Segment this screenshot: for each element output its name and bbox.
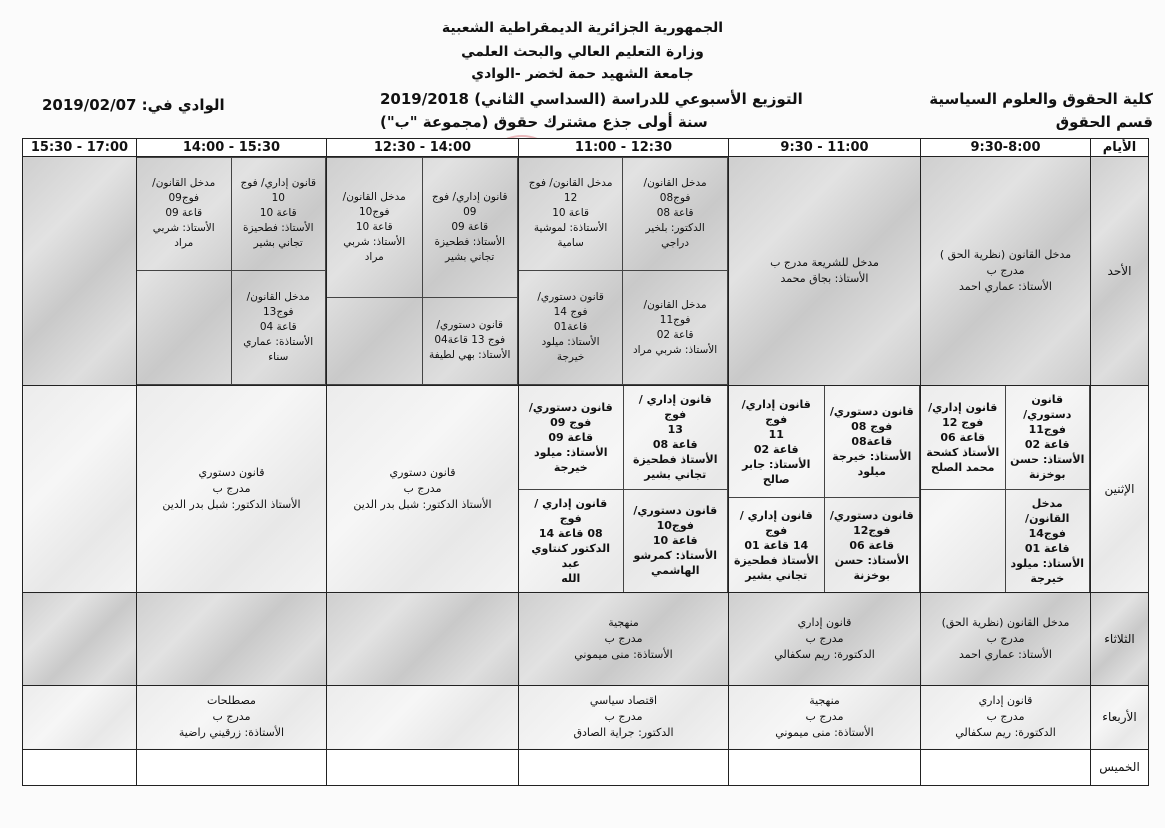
group: 10 (271, 192, 285, 205)
course-name: قانون دستوري (389, 466, 456, 480)
group: 13 (667, 423, 683, 437)
row-sunday (23, 157, 1149, 386)
group: فوج 12 (942, 415, 984, 429)
group: 12 (563, 192, 578, 205)
teacher: الدكتور كنتاوي عبد (531, 541, 611, 570)
mon-s3-group08 (519, 489, 624, 592)
sun-s3-group12 (519, 157, 623, 271)
teacher-name: تجاني بشير (745, 568, 808, 582)
teacher: الأستاذ الدكتور: شبل بدر الدين (353, 498, 492, 512)
sun-s4-group09 (422, 157, 518, 297)
room: قاعة 02 (753, 442, 799, 456)
teacher-name: مراد (364, 250, 384, 263)
teacher: الأستاذ: فطحيزة (243, 222, 314, 235)
sun-s5-group13 (231, 271, 326, 385)
sun-slot-4 (327, 157, 519, 386)
sun-s5-group10 (231, 157, 326, 271)
tue-slot-3 (519, 593, 729, 685)
course-name: قانون إداري / فوج (534, 496, 608, 525)
teacher: الأستاذ: شربي (152, 222, 215, 235)
teacher-name: محمد الصلح (931, 460, 995, 474)
teacher: الأستاذ: بهي لطيفة (429, 349, 511, 362)
mon-slot-3 (519, 385, 729, 593)
mon-s1-group14 (1005, 489, 1090, 592)
teacher: الأستاذ الدكتور: شبل بدر الدين (162, 498, 301, 512)
mon-s2-group12 (824, 498, 920, 592)
wed-slot-1 (921, 685, 1091, 749)
room: مدرج ب (986, 263, 1025, 277)
col-slot-6: 17:00 - 15:30 (23, 139, 137, 157)
group: 09 (463, 205, 477, 218)
teacher-name: ميلود (857, 465, 886, 479)
course-name: قانون دستوري/ (436, 319, 503, 332)
teacher: الأستاذ كشحة (926, 445, 1000, 459)
wed-slot-3 (519, 685, 729, 749)
group: فوج 08 (851, 420, 893, 434)
teacher: الأستاذة: منى ميموني (574, 648, 673, 662)
teacher-name: دراجي (661, 237, 690, 250)
room: مدرج ب (212, 710, 251, 724)
group: فوج10 (358, 205, 390, 218)
mon-s3-group13 (623, 386, 728, 489)
course-name: قانون إداري/ فوج (240, 177, 316, 190)
schedule-subtitle: سنة أولى جذع مشترك حقوق (مجموعة "ب") (380, 113, 708, 131)
group: فوج11 (659, 313, 691, 326)
teacher: الأستاذ: خيرجة (832, 450, 912, 464)
teacher-name: تجاني بشير (253, 237, 303, 250)
mon-s2-group11 (729, 386, 825, 498)
group: فوج08 (659, 192, 691, 205)
sun-slot-1 (921, 157, 1091, 386)
tue-slot-2 (729, 593, 921, 685)
faculty-name: كلية الحقوق والعلوم السياسية (929, 90, 1153, 108)
thu-slot-5 (137, 749, 327, 785)
teacher: الدكتورة: ريم سكفالي (774, 648, 875, 662)
teacher-name: خيرجة (553, 460, 588, 474)
mon-slot-4 (327, 385, 519, 593)
group: فوج10 (656, 519, 694, 533)
tue-slot-1 (921, 593, 1091, 685)
room: قاعة 09 (548, 430, 594, 444)
sun-s5-group09 (137, 157, 232, 271)
group: فوج 09 (550, 415, 592, 429)
group: فوج09 (168, 192, 200, 205)
wed-slot-6 (23, 685, 137, 749)
teacher: الأستاذ: حسن (834, 553, 909, 567)
course-name: مدخل القانون/ (643, 298, 707, 311)
teacher: الأستاذ: حسن (1010, 453, 1085, 467)
teacher: الأستاذة: زرقيني راضية (178, 726, 285, 740)
day-sunday: الأحد (1091, 157, 1149, 386)
teacher: الأستاذة: منى ميموني (775, 726, 874, 740)
room: مدرج ب (604, 710, 643, 724)
mon-s1-merged (921, 489, 1006, 592)
ministry-title: وزارة التعليم العالي والبحث العلمي (461, 44, 704, 60)
mon-s3-group10 (623, 489, 728, 592)
teacher: الأستاذ فطحيزة (632, 453, 718, 467)
row-monday (23, 385, 1149, 593)
wed-slot-2 (729, 685, 921, 749)
room: مدرج ب (403, 482, 442, 496)
teacher: الأستاذ: ميلود (1010, 556, 1085, 570)
header-row (23, 139, 1149, 157)
teacher: الأستاذ: ميلود (533, 445, 608, 459)
mon-slot-5 (137, 385, 327, 593)
mon-s2-group08 (824, 386, 920, 498)
teacher: الأستاذ: فطحيزة (434, 235, 505, 248)
mon-s2-group14 (729, 498, 825, 592)
teacher-name: تجاني بشير (445, 250, 495, 263)
sun-s3-group14 (519, 271, 623, 385)
day-thursday: الخميس (1091, 749, 1149, 785)
course-name: مدخل القانون/ (246, 291, 310, 304)
course-name: قانون إداري / فوج (638, 393, 712, 422)
teacher: الأستاذ: عماري احمد (958, 279, 1052, 293)
room: قاعة 02 (656, 328, 694, 341)
group-room: 08 قاعة 14 (538, 526, 603, 540)
sun-slot-2 (729, 157, 921, 386)
course-name: مصطلحات (207, 694, 256, 708)
schedule-title: التوزيع الأسبوعي للدراسة (السداسي الثاني) 2019/2018 (380, 90, 803, 108)
course-name: قانون دستوري/ (829, 508, 914, 522)
teacher-name: الهاشمي (650, 564, 700, 578)
course-name: منهجية (809, 694, 840, 708)
course-name: قانون دستوري/ (1023, 393, 1072, 422)
thu-slot-1 (921, 749, 1091, 785)
room: مدرج ب (805, 710, 844, 724)
room: قاعة 04 (259, 321, 297, 334)
republic-title: الجمهورية الجزائرية الديمقراطية الشعبية (441, 20, 724, 36)
teacher-name: تجاني بشير (644, 468, 707, 482)
sun-s3-group08 (623, 157, 728, 271)
teacher: الدكتورة: ريم سكفالي (955, 726, 1056, 740)
room: قاعة 10 (552, 207, 590, 220)
sun-s4-empty (327, 297, 423, 385)
row-tuesday (23, 593, 1149, 685)
room: قاعة 06 (849, 538, 895, 552)
col-slot-2: 11:00 - 9:30 (729, 139, 921, 157)
group-room: فوج 13 قاعة04 (434, 334, 506, 347)
course-name: قانون إداري/ فوج (431, 190, 508, 203)
room: مدرج ب (212, 482, 251, 496)
course-name: مدخل القانون/ (1025, 496, 1070, 525)
room: مدرج ب (604, 632, 643, 646)
course-name: قانون دستوري (198, 466, 265, 480)
room: قاعة 01 (1024, 541, 1070, 555)
course-name: مدخل القانون/ فوج (528, 177, 613, 190)
sun-slot-5 (137, 157, 327, 386)
tue-slot-5 (137, 593, 327, 685)
group: فوج13 (262, 306, 294, 319)
thu-slot-3 (519, 749, 729, 785)
course-name: قانون دستوري/ (537, 291, 604, 304)
room: قاعة 08 (652, 438, 698, 452)
thu-slot-4 (327, 749, 519, 785)
wed-slot-4 (327, 685, 519, 749)
course-name: منهجية (608, 616, 639, 630)
teacher: الأستاذة: لموشية (533, 222, 608, 235)
sun-slot-6 (23, 157, 137, 386)
teacher-name: الله (561, 571, 581, 585)
room: مدرج ب (986, 632, 1025, 646)
thu-slot-6 (23, 749, 137, 785)
group: 11 (768, 427, 784, 441)
date-label: الوادي في: 2019/02/07 (42, 96, 225, 114)
teacher: الأستاذ فطحيزة (733, 553, 819, 567)
course-name: قانون إداري (797, 616, 852, 630)
group: فوج12 (853, 523, 891, 537)
teacher-name: سناء (268, 351, 289, 364)
mon-slot-2 (729, 385, 921, 593)
room: مدرج ب (805, 632, 844, 646)
room: قاعة08 (851, 435, 893, 449)
teacher: الأستاذ: شربي (343, 235, 406, 248)
sun-slot-3 (519, 157, 729, 386)
sun-s4-group10 (327, 157, 423, 297)
room: قاعة 10 (652, 534, 698, 548)
course-name: مدخل القانون (نظرية الحق) (941, 616, 1070, 630)
teacher-name: بوخزنة (1028, 468, 1066, 482)
timetable (22, 138, 1149, 786)
day-monday: الإثنين (1091, 385, 1149, 593)
mon-s3-group09 (519, 386, 624, 489)
row-thursday (23, 749, 1149, 785)
course-name: مدخل القانون/ (342, 190, 406, 203)
mon-s1-group12 (921, 386, 1006, 489)
teacher: الدكتور: جراية الصادق (573, 726, 674, 740)
room: قاعة 09 (165, 207, 203, 220)
room: مدرج ب (986, 710, 1025, 724)
department-name: قسم الحقوق (1055, 113, 1153, 131)
mon-slot-6 (23, 385, 137, 593)
teacher: الأستاذ: شربي مراد (632, 343, 718, 356)
col-slot-5: 15:30 - 14:00 (137, 139, 327, 157)
sun-s4-group13 (422, 297, 518, 385)
room: قاعة 08 (656, 207, 694, 220)
teacher: الأستاذة: عماري (243, 336, 314, 349)
tue-slot-4 (327, 593, 519, 685)
thu-slot-2 (729, 749, 921, 785)
course-name: قانون دستوري/ (829, 405, 914, 419)
course-name: مدخل للشريعة مدرج ب (770, 255, 879, 269)
col-slot-4: 14:00 - 12:30 (327, 139, 519, 157)
group: فوج14 (1028, 526, 1066, 540)
course-name: قانون إداري (978, 694, 1033, 708)
teacher: الأستاذ: كمرشو (633, 549, 718, 563)
group: فوج 14 (553, 306, 588, 319)
row-wednesday (23, 685, 1149, 749)
room: قاعة01 (553, 321, 588, 334)
teacher: الدكتور: بلخير (645, 222, 705, 235)
col-slot-1: 9:30-8:00 (921, 139, 1091, 157)
teacher-name: مراد (174, 237, 194, 250)
course-name: مدخل القانون/ (152, 177, 216, 190)
course-name: اقتصاد سياسي (589, 694, 658, 708)
teacher-name: خيرجة (1030, 571, 1065, 585)
group-room: 14 قاعة 01 (744, 538, 809, 552)
course-name: قانون دستوري/ (528, 400, 613, 414)
mon-slot-1 (921, 385, 1091, 593)
teacher: الأستاذ: ميلود (541, 336, 600, 349)
group: فوج11 (1028, 423, 1066, 437)
course-name: مدخل القانون (نظرية الحق ) (939, 247, 1072, 261)
course-name: قانون إداري/ (928, 400, 998, 414)
col-slot-3: 12:30 - 11:00 (519, 139, 729, 157)
course-name: قانون دستوري/ (633, 504, 718, 518)
course-name: قانون إداري / فوج (739, 508, 813, 537)
room: قاعة 06 (940, 430, 986, 444)
tue-slot-6 (23, 593, 137, 685)
sun-s5-empty (137, 271, 232, 385)
teacher-name: بوخزنة (853, 568, 891, 582)
teacher-name: خيرجة (556, 351, 585, 364)
teacher: الأستاذ: جابر صالح (742, 457, 811, 486)
mon-s1-group11 (1005, 386, 1090, 489)
course-name: مدخل القانون/ (643, 177, 707, 190)
room: قاعة 09 (451, 220, 489, 233)
teacher-name: سامية (557, 237, 584, 250)
course-name: قانون إداري/ فوج (741, 397, 811, 426)
day-tuesday: الثلاثاء (1091, 593, 1149, 685)
wed-slot-5 (137, 685, 327, 749)
teacher: الأستاذ: بجاق محمد (780, 271, 869, 285)
room: قاعة 02 (1024, 438, 1070, 452)
day-wednesday: الأربعاء (1091, 685, 1149, 749)
room: قاعة 10 (355, 220, 393, 233)
room: قاعة 10 (259, 207, 297, 220)
university-title: جامعة الشهيد حمة لخضر -الوادي (471, 66, 694, 82)
sun-s3-group11 (623, 271, 728, 385)
teacher: الأستاذ: عماري احمد (958, 648, 1052, 662)
col-days: الأيام (1091, 139, 1149, 157)
